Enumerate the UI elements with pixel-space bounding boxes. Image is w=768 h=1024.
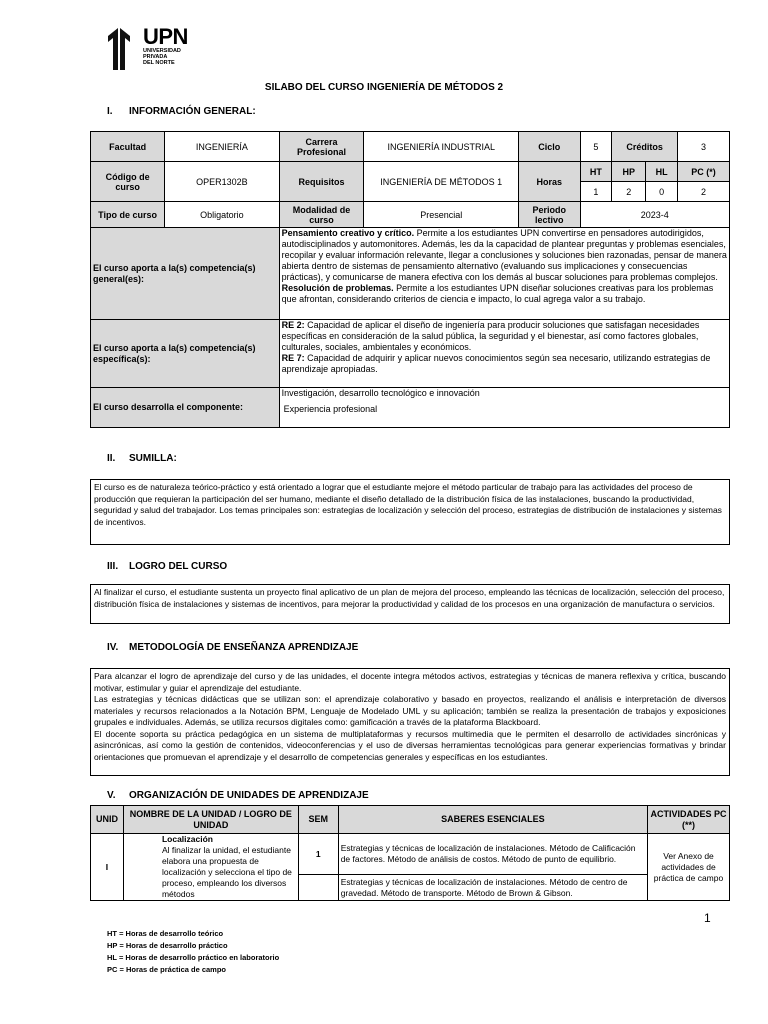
metodologia-paragraph: El docente soporta su práctica pedagógica en un sistema de multiplataformas y recursos multimedia que le permiten el desarrollo de actividades sincrónicas y asincrónicas, así como la gestión de contenidos, videoconferencias y el uso de diversas herramientas tecnológicas para generar experiencias formativas y brindar orientaciones que promuevan el aprendizaje y el desarrollo de competencias generales y específicas en los estudiantes.: [94, 728, 726, 762]
document-title: SILABO DEL CURSO INGENIERÍA DE MÉTODOS 2: [264, 82, 504, 93]
general-info-table: [90, 131, 730, 428]
facultad-value: INGENIERÍA: [165, 132, 279, 162]
creditos-value: 3: [678, 132, 730, 162]
metodologia-box: [90, 668, 730, 776]
unit-name: Localización Al finalizar la unidad, el estudiante elabora una propuesta de localización y selecciona el tipo de proceso, empleando los diversos métodos: [123, 834, 298, 901]
units-header-nombre: NOMBRE DE LA UNIDAD / LOGRO DE UNIDAD: [123, 806, 298, 834]
componente-label: El curso desarrolla el componente:: [91, 388, 280, 428]
hp-label: HP: [612, 162, 646, 182]
units-table: [90, 805, 730, 901]
ht-label: HT: [580, 162, 612, 182]
units-header-unid: UNID: [91, 806, 124, 834]
creditos-label: Créditos: [612, 132, 678, 162]
hl-value: 0: [646, 182, 678, 202]
carrera-label: Carrera Profesional: [279, 132, 364, 162]
componente-text: Investigación, desarrollo tecnológico e innovación Experiencia profesional: [279, 388, 729, 428]
pc-value: 2: [678, 182, 730, 202]
codigo-value: OPER1302B: [165, 162, 279, 202]
unit-saberes-2: Estrategias y técnicas de localización de instalaciones. Método de centro de gravedad. Método de transporte. Método de Brown & Gibson.: [338, 875, 647, 901]
sumilla-box: El curso es de naturaleza teórico-práctico y está orientado a lograr que el estudiante mejore el método particular de trabajo para las actividades del proceso de producción que requieran la participación del ser humano, mediante el diseño detallado de la distribución física de las instalaciones, buscando la productividad, seguridad y salud del trabajador. Los temas principales son: estrategias de localización y selección del proceso, estrategias de distribución de instalaciones y sistemas de incentivos.: [90, 479, 730, 545]
pc-label: PC (*): [678, 162, 730, 182]
periodo-label: Periodo lectivo: [519, 202, 580, 228]
ciclo-value: 5: [580, 132, 612, 162]
comp-general-text: Pensamiento creativo y crítico. Permite a los estudiantes UPN convertirse en pensadores autodirigidos, autodisciplinados y automonitores. Además, les da la capacidad de plantear preguntas y problemas esenciales, recopilar y evaluar información relevante, llegar a conclusiones y soluciones bien razonadas, pensar de manera abierta dentro de sistemas de pensamiento alternativo (evaluando sus implicaciones y consecuencias prácticas), y comunicarse de manera efectiva con los demás al buscar soluciones para problemas complejos. Resolución de problemas. Permite a los estudiantes UPN diseñar soluciones creativas para los problemas que afrontan, considerando criterios de ciencia e impacto, lo cual agrega valor a su trabajo.: [279, 228, 729, 320]
periodo-value: 2023-4: [580, 202, 729, 228]
metodologia-paragraph: Para alcanzar el logro de aprendizaje del curso y de las unidades, el docente integra métodos activos, estrategias y técnicas de manera reflexiva y crítica, buscando motivar, estimular y guiar el aprendizaje del estudiante.: [94, 671, 726, 693]
units-header-sem: SEM: [298, 806, 338, 834]
ciclo-label: Ciclo: [519, 132, 580, 162]
page-number: 1: [704, 911, 711, 925]
modalidad-value: Presencial: [364, 202, 519, 228]
metodologia-paragraph: Las estrategias y técnicas didácticas que se utilizan son: el aprendizaje colaborativo y basado en proyectos, realizando el análisis e interpretación de diversos materiales y recursos relacionados a la Notación BPM, Lenguaje de Modelado UML y su aplicación; también se realiza la presentación de trabajos y exposiciones grupales e individuales. Además, se utiliza recursos digitales como: gamificación a través de la plataforma Blackboard.: [94, 694, 726, 727]
tipo-value: Obligatorio: [165, 202, 279, 228]
section-3-heading: III. LOGRO DEL CURSO: [107, 561, 228, 572]
unit-actividades: Ver Anexo de actividades de práctica de campo: [648, 834, 730, 901]
legend-item: HL = Horas de desarrollo práctico en laboratorio: [107, 953, 280, 962]
section-4-heading: IV. METODOLOGÍA DE ENSEÑANZA APRENDIZAJE: [107, 642, 359, 653]
unit-number: I: [91, 834, 124, 901]
requisitos-label: Requisitos: [279, 162, 364, 202]
unit-saberes-1: Estrategias y técnicas de localización de instalaciones. Método de Calificación de factores. Método de análisis de costos. Método de punto de equilibrio.: [338, 834, 647, 875]
hl-label: HL: [646, 162, 678, 182]
comp-especifica-label: El curso aporta a la(s) competencia(s) específica(s):: [91, 320, 280, 388]
upn-logo-mark-icon: [106, 26, 142, 72]
comp-especifica-text: RE 2: Capacidad de aplicar el diseño de ingeniería para producir soluciones que satisfagan necesidades específicas en consideración de la salud pública, la seguridad y el bienestar, así como factores globales, culturales, sociales, ambientales y económicos. RE 7: Capacidad de adquirir y aplicar nuevos conocimientos según sea necesario, utilizando estrategias de aprendizaje apropiadas.: [279, 320, 729, 388]
codigo-label: Código de curso: [91, 162, 165, 202]
legend-item: PC = Horas de práctica de campo: [107, 965, 227, 974]
section-1-heading: I. INFORMACIÓN GENERAL:: [107, 106, 256, 117]
units-header-saberes: SABERES ESENCIALES: [338, 806, 647, 834]
unit-week: 1: [298, 834, 338, 875]
logo-brand: UPN: [143, 24, 188, 49]
section-2-heading: II. SUMILLA:: [107, 453, 177, 464]
section-5-heading: V. ORGANIZACIÓN DE UNIDADES DE APRENDIZAJE: [107, 790, 369, 801]
horas-label: Horas: [519, 162, 580, 202]
carrera-value: INGENIERÍA INDUSTRIAL: [364, 132, 519, 162]
legend-item: HT = Horas de desarrollo teórico: [107, 929, 224, 938]
ht-value: 1: [580, 182, 612, 202]
hours-legend: [107, 928, 279, 976]
modalidad-label: Modalidad de curso: [279, 202, 364, 228]
tipo-label: Tipo de curso: [91, 202, 165, 228]
logo-subtitle: UNIVERSIDAD PRIVADA DEL NORTE: [143, 48, 181, 66]
comp-general-label: El curso aporta a la(s) competencia(s) general(es):: [91, 228, 280, 320]
hp-value: 2: [612, 182, 646, 202]
facultad-label: Facultad: [91, 132, 165, 162]
units-header-actividades: ACTIVIDADES PC (**): [648, 806, 730, 834]
requisitos-value: INGENIERÍA DE MÉTODOS 1: [364, 162, 519, 202]
logro-box: Al finalizar el curso, el estudiante sustenta un proyecto final aplicativo de un plan de mejora del proceso, empleando las técnicas de localización, selección del proceso, distribución física de instalaciones y sistemas de incentivos, para mejorar la productividad y calidad de los procesos en una organización de manufactura o servicios.: [90, 584, 730, 624]
legend-item: HP = Horas de desarrollo práctico: [107, 941, 228, 950]
